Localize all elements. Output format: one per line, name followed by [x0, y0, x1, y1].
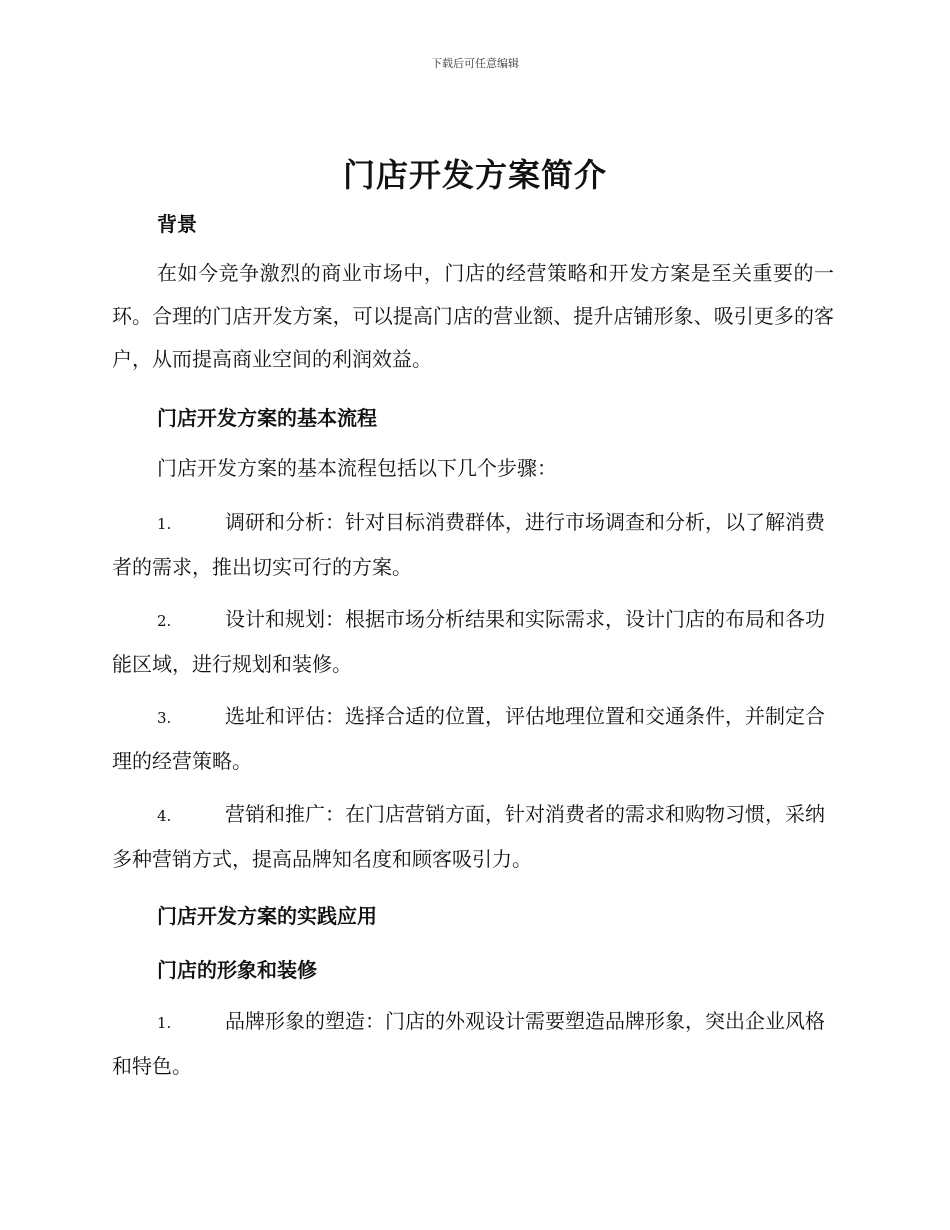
list-item-process-1 — [112, 501, 834, 589]
list-number: 4. — [157, 807, 172, 825]
list-item-process-2 — [112, 598, 834, 686]
page-header-note: 下载后可任意编辑 — [431, 57, 519, 70]
document-title: 门店开发方案简介 — [342, 156, 607, 194]
process-intro-paragraph: 门店开发方案的基本流程包括以下几个步骤： — [157, 456, 557, 480]
list-item-image-1 — [112, 1000, 834, 1088]
list-number: 1. — [157, 515, 172, 533]
list-item-text: 调研和分析：针对目标消费群体，进行市场调查和分析，以了解消费者的需求，推出切实可行的方案。 — [112, 510, 825, 579]
section-heading-image: 门店的形象和装修 — [157, 958, 317, 982]
list-item-text: 设计和规划：根据市场分析结果和实际需求，设计门店的布局和各功能区域，进行规划和装修。 — [112, 607, 825, 676]
background-paragraph: 在如今竞争激烈的商业市场中，门店的经营策略和开发方案是至关重要的一环。合理的门店开发方案，可以提高门店的营业额、提升店铺形象、吸引更多的客户，从而提高商业空间的利润效益。 — [112, 261, 834, 371]
list-item-process-3 — [112, 695, 834, 783]
section-heading-process: 门店开发方案的基本流程 — [157, 406, 377, 430]
section-heading-background: 背景 — [157, 212, 197, 236]
list-item-text: 营销和推广：在门店营销方面，针对消费者的需求和购物习惯，采纳多种营销方式，提高品牌知名度和顾客吸引力。 — [112, 802, 825, 871]
section-heading-practice: 门店开发方案的实践应用 — [157, 904, 377, 928]
list-item-text: 选址和评估：选择合适的位置，评估地理位置和交通条件，并制定合理的经营策略。 — [112, 704, 825, 773]
list-number: 3. — [157, 709, 172, 727]
list-item-text: 品牌形象的塑造：门店的外观设计需要塑造品牌形象，突出企业风格和特色。 — [112, 1009, 825, 1078]
list-item-process-4 — [112, 793, 834, 881]
list-number: 2. — [157, 612, 172, 630]
list-number: 1. — [157, 1014, 172, 1032]
